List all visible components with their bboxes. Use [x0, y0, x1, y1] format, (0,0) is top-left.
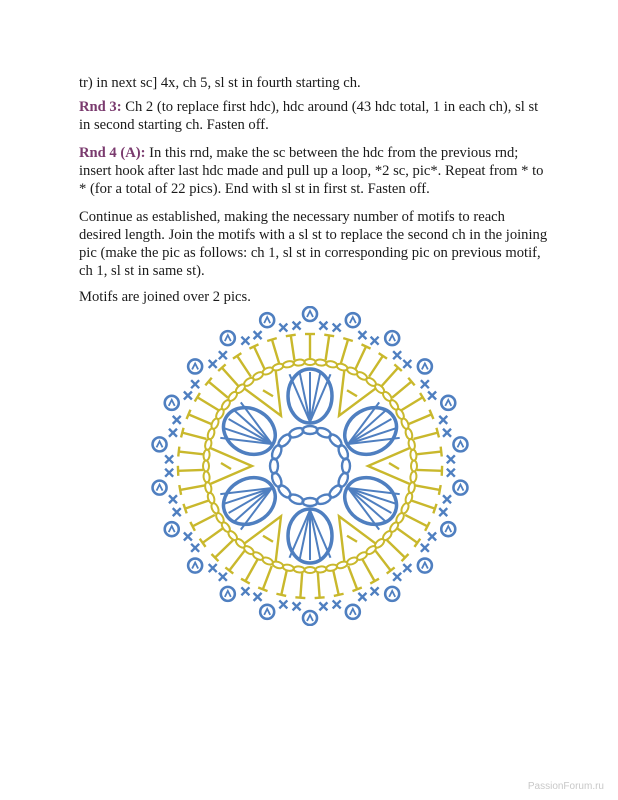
hdc-stitch-post [405, 515, 427, 526]
chain-stitch [326, 360, 338, 368]
instruction-paragraph-join-note: Motifs are joined over 2 pics. [79, 289, 251, 305]
single-crochet-stitch [371, 587, 379, 595]
hdc-stitch-post [355, 346, 366, 369]
hdc-stitch-top [436, 428, 439, 438]
hdc-stitch-top [178, 447, 179, 457]
center-chain-stitch [270, 459, 278, 474]
single-crochet-stitch [191, 544, 199, 552]
hdc-stitch-post [291, 335, 295, 360]
treble-crossbar [389, 463, 399, 469]
hdc-stitch-top [179, 485, 181, 495]
round-label: Rnd 4 (A): [79, 145, 146, 161]
single-crochet-stitch [358, 331, 366, 339]
single-crochet-stitch [165, 469, 173, 477]
single-crochet-stitch [447, 469, 455, 477]
crochet-motif-diagram [150, 306, 470, 626]
hdc-stitch-top [315, 597, 325, 598]
hdc-stitch-post [401, 397, 422, 410]
single-crochet-stitch [403, 360, 411, 368]
hdc-stitch-top [324, 335, 334, 336]
instruction-paragraph-1: tr) in next sc] 4x, ch 5, sl st in fourth starting ch. [79, 75, 361, 91]
hdc-stitch-top [258, 588, 267, 592]
chain-stitch [282, 564, 294, 572]
hdc-stitch-post [387, 540, 405, 557]
single-crochet-stitch [184, 533, 192, 541]
single-crochet-stitch [241, 337, 249, 345]
single-crochet-stitch [358, 593, 366, 601]
petal-stitch-post [310, 373, 320, 422]
hdc-stitch-post [254, 346, 265, 369]
hdc-stitch-post [189, 414, 212, 424]
single-crochet-stitch [333, 600, 341, 608]
single-crochet-stitch [169, 429, 177, 437]
single-crochet-stitch [428, 392, 436, 400]
single-crochet-stitch [169, 495, 177, 503]
single-crochet-stitch [319, 322, 327, 330]
single-crochet-stitch [219, 573, 227, 581]
hdc-stitch-top [433, 504, 436, 513]
hdc-stitch-post [416, 452, 441, 455]
single-crochet-stitch [184, 392, 192, 400]
single-crochet-stitch [421, 544, 429, 552]
single-crochet-stitch [209, 564, 217, 572]
hdc-stitch-top [267, 338, 277, 341]
treble-crossbar [347, 536, 357, 542]
single-crochet-stitch [393, 351, 401, 359]
hdc-stitch-post [180, 485, 205, 490]
hdc-stitch-top [181, 428, 184, 438]
single-crochet-stitch [173, 416, 181, 424]
hdc-stitch-post [341, 340, 348, 364]
petal-stitch-post [310, 510, 320, 559]
hdc-stitch-post [392, 382, 411, 398]
hdc-stitch-post [245, 559, 257, 581]
chain-stitch [293, 566, 305, 573]
round-text: In this rnd, make the sc between the hdc from the previous rnd; insert hook after last hdc made and pull up a loop, *2 sc, pic*. Repeat from * to * (for a total of 22 pics). End with sl st in first st. Fasten off. [79, 145, 544, 197]
hdc-stitch-top [343, 338, 353, 341]
round-text: Ch 2 (to replace first hdc), hdc around (43 hdc total, 1 in each ch), sl st in second starting ch. Fasten off. [79, 99, 539, 133]
single-crochet-stitch [209, 360, 217, 368]
center-chain-stitch [342, 459, 350, 474]
hdc-stitch-top [183, 504, 186, 513]
hdc-stitch-post [215, 540, 233, 557]
single-crochet-stitch [279, 324, 287, 332]
hdc-stitch-post [415, 485, 440, 490]
hdc-stitch-post [179, 452, 204, 455]
chain-stitch [410, 449, 417, 461]
hdc-stitch-post [182, 433, 206, 439]
treble-crossbar [347, 390, 357, 396]
instruction-paragraph-rnd-4 [79, 144, 549, 198]
chain-stitch [305, 567, 316, 573]
hdc-stitch-post [229, 551, 244, 571]
chain-stitch [207, 492, 216, 504]
hdc-stitch-post [263, 566, 272, 589]
hdc-stitch-post [272, 340, 279, 364]
hdc-stitch-post [209, 382, 228, 398]
center-chain-stitch [303, 426, 318, 434]
chain-stitch [315, 566, 327, 573]
single-crochet-stitch [165, 455, 173, 463]
hdc-stitch-post [397, 528, 417, 543]
single-crochet-stitch [279, 600, 287, 608]
round-label: Rnd 3: [79, 99, 122, 115]
hdc-stitch-top [334, 594, 344, 596]
hdc-stitch-top [276, 594, 286, 596]
chain-stitch [203, 461, 209, 472]
single-crochet-stitch [293, 602, 301, 610]
hdc-stitch-post [197, 397, 218, 410]
hdc-stitch-post [348, 566, 357, 589]
chain-stitch [404, 428, 413, 440]
hdc-stitch-post [237, 356, 251, 377]
single-crochet-stitch [393, 573, 401, 581]
hdc-stitch-post [375, 551, 390, 571]
single-crochet-stitch [333, 324, 341, 332]
single-crochet-stitch [319, 602, 327, 610]
treble-crossbar [263, 536, 273, 542]
single-crochet-stitch [173, 508, 181, 516]
petal-stitch-post [300, 510, 310, 559]
hdc-stitch-top [286, 335, 296, 336]
single-crochet-stitch [254, 593, 262, 601]
hdc-stitch-post [300, 573, 302, 598]
single-crochet-stitch [219, 351, 227, 359]
single-crochet-stitch [421, 380, 429, 388]
chain-stitch [315, 359, 327, 366]
chain-stitch [203, 449, 210, 461]
instruction-paragraph-rnd-3 [79, 98, 549, 134]
hdc-stitch-post [417, 470, 442, 471]
single-crochet-stitch [428, 533, 436, 541]
chain-stitch [411, 461, 417, 472]
chain-stitch [203, 471, 210, 483]
hdc-stitch-post [411, 501, 435, 509]
hdc-stitch-post [408, 414, 431, 424]
chain-stitch [293, 359, 305, 366]
hdc-stitch-post [362, 559, 374, 581]
petal-stitch-post [300, 373, 310, 422]
instruction-paragraph-joining: Continue as established, making the necessary number of motifs to reach desired length. Join the motifs with a sl st to replace the second ch in the joining pic (make the pic as follows: ch 1, sl st in corresponding pic on previous motif, ch 1, sl st in same st). [79, 209, 548, 279]
chain-stitch [336, 560, 348, 569]
chain-stitch [305, 359, 316, 365]
single-crochet-stitch [443, 429, 451, 437]
hdc-stitch-post [414, 433, 438, 439]
hdc-stitch-post [381, 368, 398, 387]
single-crochet-stitch [447, 455, 455, 463]
hdc-stitch-post [281, 570, 286, 594]
chain-stitch [410, 471, 417, 483]
chain-stitch [326, 564, 338, 572]
hdc-stitch-post [318, 573, 320, 598]
hdc-stitch-post [203, 528, 223, 543]
single-crochet-stitch [443, 495, 451, 503]
treble-crossbar [221, 463, 231, 469]
single-crochet-stitch [439, 508, 447, 516]
treble-crossbar [263, 390, 273, 396]
hdc-stitch-top [352, 588, 361, 592]
hdc-stitch-post [178, 470, 203, 471]
single-crochet-stitch [371, 337, 379, 345]
hdc-stitch-post [369, 356, 383, 377]
chain-stitch [272, 363, 284, 372]
hdc-stitch-post [193, 515, 215, 526]
single-crochet-stitch [241, 587, 249, 595]
chain-stitch [282, 360, 294, 368]
hdc-stitch-post [326, 335, 330, 360]
single-crochet-stitch [191, 380, 199, 388]
center-chain-stitch [303, 498, 318, 506]
hdc-stitch-post [222, 368, 239, 387]
hdc-stitch-top [441, 447, 442, 457]
watermark-text: PassionForum.ru [527, 781, 604, 792]
single-crochet-stitch [403, 564, 411, 572]
single-crochet-stitch [293, 322, 301, 330]
hdc-stitch-top [295, 597, 305, 598]
hdc-stitch-top [439, 485, 441, 495]
hdc-stitch-post [185, 501, 209, 509]
single-crochet-stitch [439, 416, 447, 424]
single-crochet-stitch [254, 331, 262, 339]
hdc-stitch-post [333, 570, 338, 594]
